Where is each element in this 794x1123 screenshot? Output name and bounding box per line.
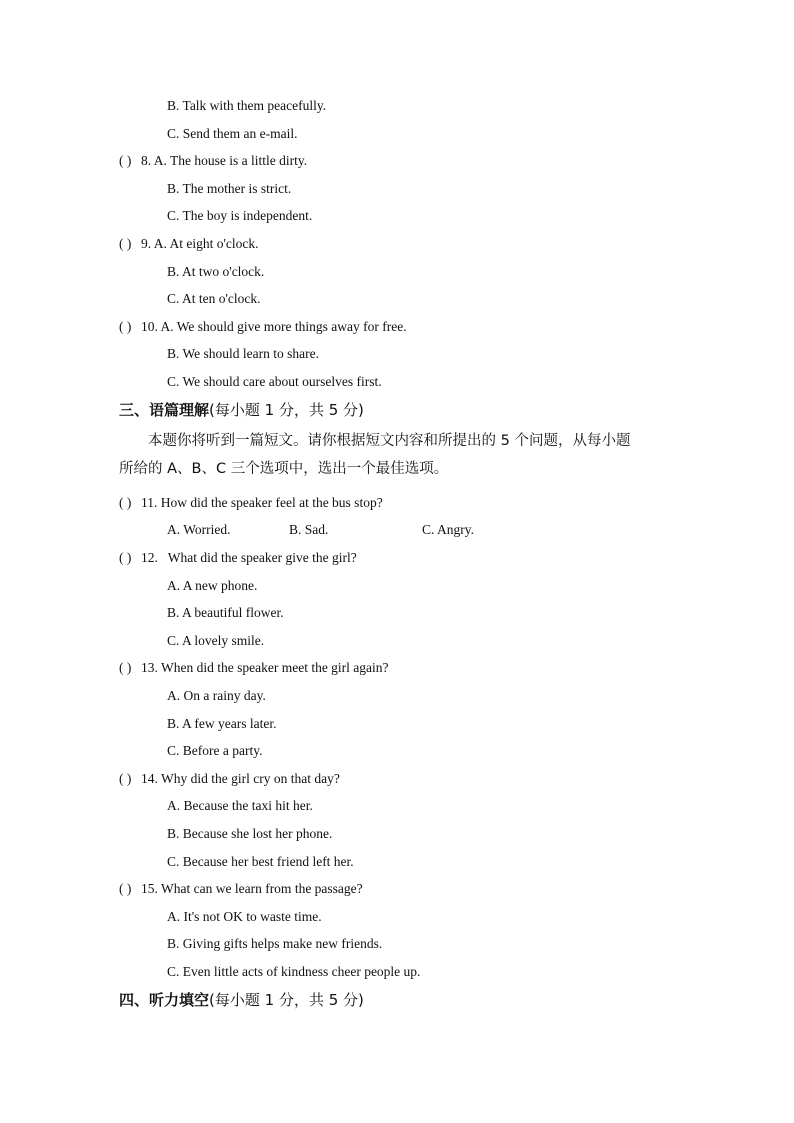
q12-stem-text: 12. What did the speaker give the girl? [141, 550, 357, 565]
q15-option-b: B. Giving gifts helps make new friends. [167, 936, 383, 951]
q11-option-c: C. Angry. [422, 522, 475, 537]
q12-option-b: B. A beautiful flower. [167, 605, 284, 620]
q8-option-b: B. The mother is strict. [167, 181, 292, 196]
q14-option-b: B. Because she lost her phone. [167, 826, 333, 841]
instruction-line-2: 所给的 A、B、C 三个选项中，选出一个最佳选项。 [119, 461, 449, 477]
section-4-title: 四、听力填空 [119, 991, 210, 1009]
answer-bracket[interactable]: ( ) [119, 319, 132, 334]
q11-options [167, 521, 474, 539]
q10-stem-text: 10. A. We should give more things away for free. [141, 319, 407, 334]
q10-stem [119, 318, 407, 336]
answer-bracket[interactable]: ( ) [119, 771, 132, 786]
answer-bracket[interactable]: ( ) [119, 881, 132, 896]
q13-option-c: C. Before a party. [167, 743, 263, 758]
section-3-heading [119, 400, 364, 420]
q9-option-c: C. At ten o'clock. [167, 291, 261, 306]
q9-stem-text: 9. A. At eight o'clock. [141, 236, 259, 251]
q8-stem-text: 8. A. The house is a little dirty. [141, 153, 308, 168]
q15-option-c: C. Even little acts of kindness cheer people up. [167, 964, 421, 979]
q11-stem-text: 11. How did the speaker feel at the bus stop? [141, 495, 383, 510]
section-4-heading [119, 990, 364, 1010]
q10-option-b: B. We should learn to share. [167, 346, 320, 361]
answer-bracket[interactable]: ( ) [119, 495, 132, 510]
q8-stem [119, 152, 307, 170]
section-3-title: 三、语篇理解 [119, 401, 210, 419]
q15-stem [119, 880, 363, 898]
q14-stem [119, 770, 340, 788]
q7-option-c: C. Send them an e-mail. [167, 126, 298, 141]
answer-bracket[interactable]: ( ) [119, 550, 132, 565]
q11-stem [119, 494, 383, 512]
q12-stem [119, 549, 357, 567]
q9-stem [119, 235, 259, 253]
q12-option-c: C. A lovely smile. [167, 633, 265, 648]
q12-option-a: A. A new phone. [167, 578, 258, 593]
q7-option-b: B. Talk with them peacefully. [167, 98, 327, 113]
q14-option-a: A. Because the taxi hit her. [167, 798, 313, 813]
q15-option-a: A. It's not OK to waste time. [167, 909, 322, 924]
answer-bracket[interactable]: ( ) [119, 236, 132, 251]
answer-bracket[interactable]: ( ) [119, 660, 132, 675]
section-3-score: (每小题 1 分，共 5 分) [209, 401, 364, 419]
q11-option-b: B. Sad. [289, 522, 329, 537]
q11-option-a: A. Worried. [167, 522, 231, 537]
q9-option-b: B. At two o'clock. [167, 264, 265, 279]
q15-stem-text: 15. What can we learn from the passage? [141, 881, 363, 896]
q13-option-b: B. A few years later. [167, 716, 277, 731]
section-4-score: (每小题 1 分，共 5 分) [209, 991, 364, 1009]
answer-bracket[interactable]: ( ) [119, 153, 132, 168]
q10-option-c: C. We should care about ourselves first. [167, 374, 382, 389]
q14-stem-text: 14. Why did the girl cry on that day? [141, 771, 340, 786]
q13-option-a: A. On a rainy day. [167, 688, 266, 703]
section-3-instruction [119, 427, 679, 483]
instruction-line-1: 本题你将听到一篇短文。请你根据短文内容和所提出的 5 个问题，从每小题 [148, 433, 631, 449]
q14-option-c: C. Because her best friend left her. [167, 854, 354, 869]
q13-stem-text: 13. When did the speaker meet the girl again? [141, 660, 389, 675]
q13-stem [119, 659, 389, 677]
q8-option-c: C. The boy is independent. [167, 208, 313, 223]
